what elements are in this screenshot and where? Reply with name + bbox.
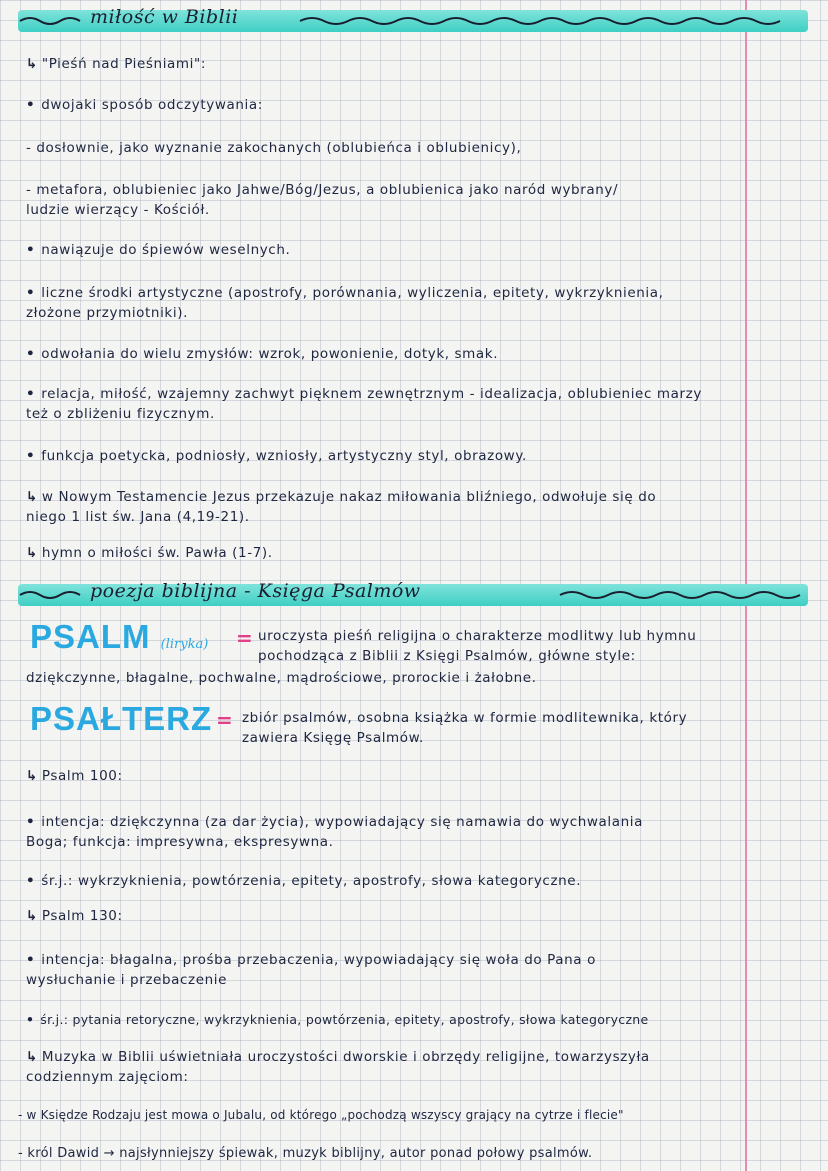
header-title-love: miłość w Biblii: [90, 6, 239, 28]
arrow-icon: ↳: [26, 489, 38, 505]
arrow-icon: ↳: [26, 56, 38, 72]
text-line: dziękczynne, błagalne, pochwalne, mądrościowe, prorockie i żałobne.: [26, 670, 537, 686]
text-line: codziennym zajęciom:: [26, 1069, 189, 1085]
text-line: niego 1 list św. Jana (4,19-21).: [26, 509, 250, 525]
text-line: ↳ Psalm 130:: [26, 908, 123, 924]
text-line: • intencja: błagalna, prośba przebaczenia, wypowiadający się woła do Pana o: [26, 952, 596, 968]
text-line: • śr.j.: wykrzyknienia, powtórzenia, epitety, apostrofy, słowa kategoryczne.: [26, 873, 581, 889]
text-line: zbiór psalmów, osobna książka w formie modlitewnika, który: [242, 710, 688, 726]
text-line: • nawiązuje do śpiewów weselnych.: [26, 242, 290, 258]
text-line: - metafora, oblubieniec jako Jahwe/Bóg/Jezus, a oblubienica jako naród wybrany/: [26, 182, 619, 198]
text-line: • śr.j.: pytania retoryczne, wykrzyknienia, powtórzenia, epitety, apostrofy, słowa kategoryczne: [26, 1012, 649, 1027]
text-line: • relacja, miłość, wzajemny zachwyt pięknem zewnętrznym - idealizacja, oblubieniec marzy: [26, 386, 702, 402]
arrow-icon: ↳: [26, 908, 38, 924]
text-line: ↳ "Pieśń nad Pieśniami":: [26, 56, 206, 72]
text-line: ↳ Muzyka w Biblii uświetniała uroczystości dworskie i obrzędy religijne, towarzyszyła: [26, 1049, 650, 1065]
text-line: • funkcja poetycka, podniosły, wzniosły, artystyczny styl, obrazowy.: [26, 448, 527, 464]
text-line: • dwojaki sposób odczytywania:: [26, 97, 263, 113]
text-line: też o zbliżeniu fizycznym.: [26, 406, 215, 422]
term-psalm: PSALM (liryka): [30, 618, 209, 655]
text-line: - król Dawid → najsłynniejszy śpiewak, muzyk biblijny, autor ponad połowy psalmów.: [18, 1146, 593, 1161]
arrow-icon: ↳: [26, 545, 38, 561]
text-line: ↳ Psalm 100:: [26, 768, 123, 784]
text-line: Boga; funkcja: impresywna, ekspresywna.: [26, 834, 334, 850]
text-line: zawiera Księgę Psalmów.: [242, 730, 424, 746]
text-line: • intencja: dziękczynna (za dar życia), wypowiadający się namawia do wychwalania: [26, 814, 643, 830]
text-line: pochodząca z Biblii z Księgi Psalmów, główne style:: [258, 648, 636, 664]
text-line: złożone przymiotniki).: [26, 305, 188, 321]
arrow-icon: ↳: [26, 768, 38, 784]
text-line: - w Księdze Rodzaju jest mowa o Jubalu, od którego „pochodzą wszyscy grający na cytrze i flecie": [18, 1108, 624, 1122]
text-line: • odwołania do wielu zmysłów: wzrok, powonienie, dotyk, smak.: [26, 346, 498, 362]
text-line: - dosłownie, jako wyznanie zakochanych (oblubieńca i oblubienicy),: [26, 140, 522, 156]
section-title-psalms: poezja biblijna - Księga Psalmów: [90, 580, 421, 602]
equals-icon: =: [216, 708, 233, 732]
text-line: ↳ hymn o miłości św. Pawła (1-7).: [26, 545, 273, 561]
arrow-icon: ↳: [26, 1049, 38, 1065]
equals-icon: =: [236, 626, 253, 650]
text-line: uroczysta pieśń religijna o charakterze modlitwy lub hymnu: [258, 628, 697, 644]
term-psalterz: PSAŁTERZ: [30, 700, 213, 737]
text-line: wysłuchanie i przebaczenie: [26, 972, 228, 988]
text-line: • liczne środki artystyczne (apostrofy, porównania, wyliczenia, epitety, wykrzyknienia,: [26, 285, 664, 301]
text-line: ludzie wierzący - Kościół.: [26, 202, 210, 218]
text-line: ↳ w Nowym Testamencie Jezus przekazuje nakaz miłowania bliźniego, odwołuje się do: [26, 489, 657, 505]
